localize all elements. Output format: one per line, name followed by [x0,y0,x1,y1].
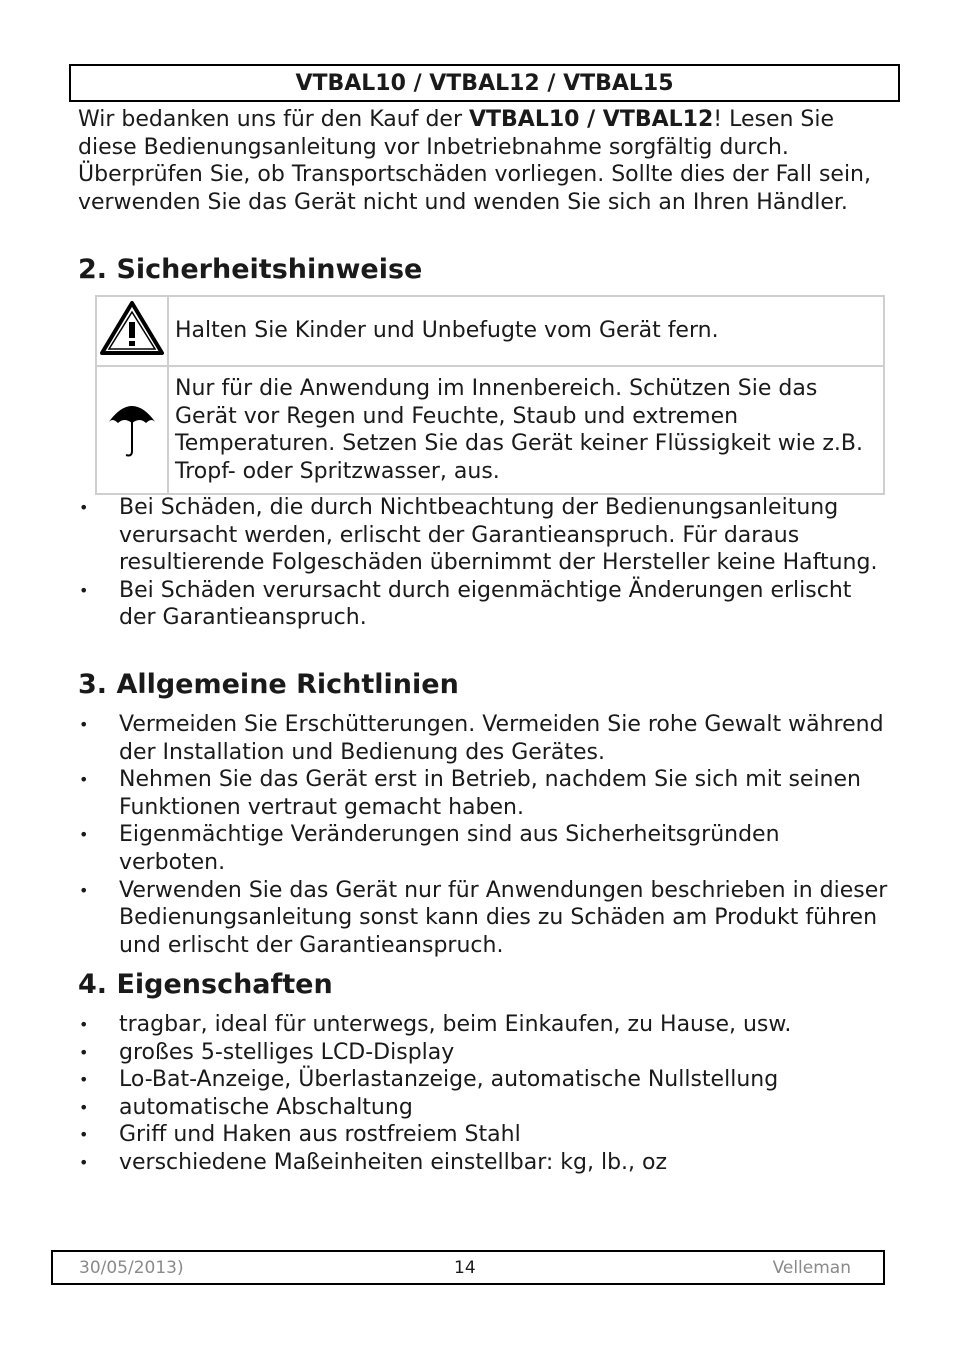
safety-table [95,295,885,495]
safety-icon-cell [96,366,168,494]
list-item: • tragbar, ideal für unterwegs, beim Einkaufen, zu Hause, usw. [78,1011,888,1039]
intro-model-names: VTBAL10 / VTBAL12 [468,107,714,132]
safety-bullet-list [78,494,888,632]
guidelines-bullet-list [78,711,888,959]
features-bullet-list [78,1011,888,1177]
section-heading-guidelines: 3. Allgemeine Richtlinien [78,669,459,700]
list-item: • Bei Schäden verursacht durch eigenmächtige Änderungen erlischt der Garantieanspruch. [78,577,888,632]
document-header: VTBAL10 / VTBAL12 / VTBAL15 [69,64,900,102]
list-item: • verschiedene Maßeinheiten einstellbar: kg, lb., oz [78,1149,888,1177]
list-item: • Griff und Haken aus rostfreiem Stahl [78,1121,888,1149]
list-item: • Eigenmächtige Veränderungen sind aus Sicherheitsgründen verboten. [78,821,888,876]
page-number: 14 [454,1258,476,1278]
safety-row [96,366,884,494]
intro-paragraph [78,106,898,216]
footer-brand: Velleman [772,1258,851,1278]
list-item: • automatische Abschaltung [78,1094,888,1122]
intro-text-end: ! Lesen Sie diese Bedienungsanleitung vor Inbetriebnahme sorgfältig durch. Überprüfen Sie, ob Transportschäden vorliegen. Sollte dies der Fall sein, verwenden Sie das Gerät nicht und wenden Sie sich an Ihren Händler. [78,107,871,215]
list-item: • Bei Schäden, die durch Nichtbeachtung der Bedienungsanleitung verursacht werden, erlischt der Garantieanspruch. Für daraus resultierende Folgeschäden übernimmt der Hersteller keine Haftung. [78,494,888,577]
list-item: • Vermeiden Sie Erschütterungen. Vermeiden Sie rohe Gewalt während der Installation und Bedienung des Gerätes. [78,711,888,766]
footer-date: 30/05/2013) [79,1258,184,1278]
list-item: • Verwenden Sie das Gerät nur für Anwendungen beschrieben in dieser Bedienungsanleitung sonst kann dies zu Schäden am Produkt führen und erlischt der Garantieanspruch. [78,877,888,960]
list-item: • Lo-Bat-Anzeige, Überlastanzeige, automatische Nullstellung [78,1066,888,1094]
warning-triangle-icon [100,300,164,356]
list-item: • großes 5-stelliges LCD-Display [78,1039,888,1067]
umbrella-icon [104,395,160,459]
safety-text: Halten Sie Kinder und Unbefugte vom Gerät fern. [168,296,884,366]
section-heading-features: 4. Eigenschaften [78,969,333,1000]
safety-row [96,296,884,366]
intro-text-start: Wir bedanken uns für den Kauf der [78,107,469,132]
safety-icon-cell [96,296,168,366]
list-item: • Nehmen Sie das Gerät erst in Betrieb, nachdem Sie sich mit seinen Funktionen vertraut gemacht haben. [78,766,888,821]
safety-text: Nur für die Anwendung im Innenbereich. Schützen Sie das Gerät vor Regen und Feuchte, Staub und extremen Temperaturen. Setzen Sie das Gerät keiner Flüssigkeit wie z.B. Tropf- oder Spritzwasser, aus. [168,366,884,494]
page-footer [51,1250,885,1285]
section-heading-safety: 2. Sicherheitshinweise [78,254,423,285]
